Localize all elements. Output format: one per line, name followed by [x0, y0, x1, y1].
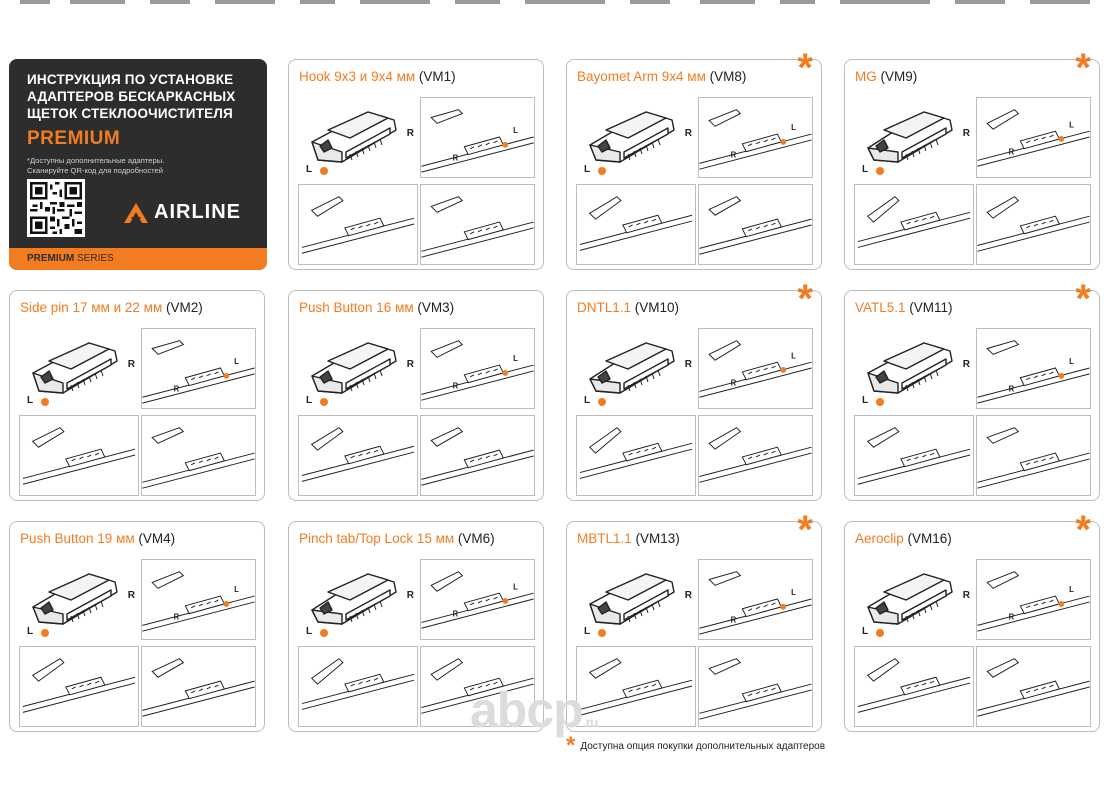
step-image-bottom-right	[420, 184, 535, 265]
orange-dot-icon	[598, 167, 606, 175]
installation-step-icon	[855, 647, 973, 726]
svg-text:L: L	[513, 354, 518, 364]
step-image-bottom-right	[141, 646, 256, 727]
adapter-name: Pinch tab/Top Lock 15 мм	[299, 531, 455, 546]
adapter-illustration	[576, 90, 696, 182]
adapter-code: (VM2)	[166, 300, 203, 315]
installation-step-icon	[699, 329, 812, 408]
step-image-top-right	[698, 559, 813, 640]
asterisk-icon: *	[797, 277, 813, 321]
step-image-top-right	[698, 328, 813, 409]
adapter-title	[855, 69, 917, 84]
installation-step-icon	[577, 416, 695, 495]
left-label: L	[27, 626, 34, 637]
svg-text:R: R	[730, 615, 737, 625]
installation-step-icon	[421, 98, 534, 177]
left-label: L	[584, 164, 591, 175]
left-label: L	[27, 395, 34, 406]
left-label: L	[862, 626, 869, 637]
adapter-illustration-icon	[576, 321, 696, 413]
orange-dot-icon	[320, 629, 328, 637]
adapter-name: MBTL1.1	[577, 531, 632, 546]
orange-dot-icon	[876, 398, 884, 406]
adapter-illustration-icon	[854, 321, 974, 413]
top-strip	[0, 0, 1113, 8]
adapter-illustration	[576, 552, 696, 644]
svg-text:R: R	[173, 384, 180, 394]
adapter-card	[288, 290, 544, 501]
step-image-bottom-right	[976, 184, 1091, 265]
adapter-title	[855, 300, 953, 315]
airline-logo-icon	[123, 202, 149, 224]
left-label: L	[306, 164, 313, 175]
installation-step-icon	[421, 416, 534, 495]
adapter-illustration-icon	[298, 90, 418, 182]
hero-panel	[9, 59, 267, 270]
installation-step-icon	[977, 185, 1090, 264]
left-label: L	[862, 164, 869, 175]
adapter-card	[566, 46, 822, 270]
orange-dot-icon	[320, 398, 328, 406]
step-image-top-right	[976, 328, 1091, 409]
step-image-bottom-left	[19, 646, 139, 727]
legend	[566, 732, 826, 759]
step-image-top-right	[420, 97, 535, 178]
step-image-bottom-right	[698, 646, 813, 727]
adapter-illustration-icon	[19, 321, 139, 413]
installation-step-icon	[20, 416, 138, 495]
adapter-title	[577, 300, 679, 315]
installation-step-icon	[142, 329, 255, 408]
adapter-illustration	[298, 90, 418, 182]
installation-step-icon	[977, 98, 1090, 177]
adapter-code: (VM9)	[880, 69, 918, 84]
hero-title-line: АДАПТЕРОВ БЕСКАРКАСНЫХ	[27, 89, 236, 104]
step-image-top-right	[141, 559, 256, 640]
adapter-illustration	[298, 552, 418, 644]
premium-label: PREMIUM	[27, 128, 121, 149]
adapter-illustration	[576, 321, 696, 413]
orange-dot-icon	[598, 398, 606, 406]
installation-step-icon	[421, 185, 534, 264]
adapter-title	[20, 531, 175, 546]
asterisk-icon: *	[1075, 46, 1091, 90]
svg-text:L: L	[1069, 585, 1074, 595]
adapter-card	[288, 59, 544, 270]
svg-text:R: R	[1008, 147, 1015, 157]
adapter-name: Push Button 19 мм	[20, 531, 135, 546]
orange-dot-icon	[598, 629, 606, 637]
step-image-bottom-right	[976, 646, 1091, 727]
left-label: L	[306, 395, 313, 406]
svg-text:L: L	[1069, 357, 1074, 367]
step-image-bottom-left	[298, 646, 418, 727]
installation-step-icon	[142, 647, 255, 726]
adapter-name: Side pin 17 мм и 22 мм	[20, 300, 163, 315]
installation-step-icon	[977, 329, 1090, 408]
installation-step-icon	[699, 185, 812, 264]
step-image-top-right	[420, 328, 535, 409]
step-image-bottom-right	[698, 415, 813, 496]
adapter-illustration-icon	[576, 90, 696, 182]
svg-text:R: R	[173, 612, 180, 622]
step-image-top-right	[976, 559, 1091, 640]
asterisk-icon: *	[1075, 508, 1091, 552]
svg-text:R: R	[452, 609, 459, 619]
installation-step-icon	[699, 98, 812, 177]
asterisk-icon: *	[797, 508, 813, 552]
adapter-card	[566, 277, 822, 501]
installation-step-icon	[299, 185, 417, 264]
hero-title	[27, 71, 263, 122]
adapter-illustration-icon	[854, 552, 974, 644]
adapter-code: (VM10)	[634, 300, 680, 315]
step-image-top-right	[698, 97, 813, 178]
svg-text:L: L	[513, 582, 518, 592]
step-image-bottom-left	[576, 184, 696, 265]
asterisk-icon: *	[1075, 277, 1091, 321]
adapter-code: (VM4)	[138, 531, 176, 546]
adapter-code: (VM3)	[417, 300, 455, 315]
left-label: L	[862, 395, 869, 406]
step-image-top-right	[420, 559, 535, 640]
orange-dot-icon	[41, 398, 49, 406]
hero-title-line: ЩЕТОК СТЕКЛООЧИСТИТЕЛЯ	[27, 106, 233, 121]
adapter-illustration	[854, 552, 974, 644]
asterisk-icon: *	[797, 46, 813, 90]
hero-note	[27, 156, 227, 175]
step-image-bottom-left	[576, 415, 696, 496]
adapter-name: DNTL1.1	[577, 300, 632, 315]
installation-step-icon	[699, 560, 812, 639]
installation-step-icon	[299, 647, 417, 726]
legend-text: Доступна опция покупки дополнительных адаптеров	[580, 740, 826, 752]
premium-series-bar	[9, 248, 267, 270]
svg-text:L: L	[791, 588, 796, 598]
installation-step-icon	[855, 185, 973, 264]
adapter-illustration	[19, 552, 139, 644]
right-label: R	[684, 590, 692, 601]
left-label: L	[584, 626, 591, 637]
svg-text:L: L	[513, 126, 518, 136]
svg-text:R: R	[1008, 384, 1015, 394]
svg-text:R: R	[730, 378, 737, 388]
watermark-main: abcp	[470, 682, 583, 738]
adapter-code: (VM6)	[457, 531, 495, 546]
step-image-bottom-right	[698, 184, 813, 265]
left-label: L	[584, 395, 591, 406]
adapter-title	[855, 531, 952, 546]
adapter-name: MG	[855, 69, 877, 84]
installation-step-icon	[855, 416, 973, 495]
step-image-top-right	[141, 328, 256, 409]
watermark	[470, 681, 598, 739]
adapter-title	[299, 300, 454, 315]
step-image-top-right	[976, 97, 1091, 178]
svg-text:R: R	[730, 150, 737, 160]
adapter-code: (VM8)	[709, 69, 747, 84]
adapter-illustration-icon	[854, 90, 974, 182]
installation-step-icon	[20, 647, 138, 726]
right-label: R	[962, 128, 970, 139]
adapter-card	[844, 277, 1100, 501]
right-label: R	[406, 359, 414, 370]
left-label: L	[306, 626, 313, 637]
svg-text:L: L	[234, 585, 239, 595]
adapter-code: (VM13)	[635, 531, 680, 546]
installation-step-icon	[977, 647, 1090, 726]
hero-title-line: ИНСТРУКЦИЯ ПО УСТАНОВКЕ	[27, 72, 234, 87]
installation-step-icon	[977, 560, 1090, 639]
adapter-name: VATL5.1	[855, 300, 906, 315]
right-label: R	[684, 359, 692, 370]
installation-step-icon	[421, 560, 534, 639]
installation-step-icon	[577, 185, 695, 264]
installation-step-icon	[142, 560, 255, 639]
step-image-bottom-right	[420, 415, 535, 496]
svg-text:L: L	[791, 123, 796, 133]
installation-step-icon	[699, 647, 812, 726]
step-image-bottom-left	[19, 415, 139, 496]
adapter-title	[20, 300, 203, 315]
right-label: R	[127, 359, 135, 370]
adapter-code: (VM1)	[418, 69, 456, 84]
installation-step-icon	[421, 329, 534, 408]
asterisk-icon: *	[566, 732, 576, 759]
adapter-illustration-icon	[576, 552, 696, 644]
adapter-title	[577, 531, 680, 546]
step-image-bottom-left	[298, 415, 418, 496]
adapter-card	[844, 508, 1100, 732]
adapter-title	[299, 531, 495, 546]
adapter-illustration	[854, 321, 974, 413]
right-label: R	[962, 590, 970, 601]
adapter-name: Aeroclip	[855, 531, 904, 546]
step-image-bottom-right	[976, 415, 1091, 496]
right-label: R	[962, 359, 970, 370]
orange-dot-icon	[320, 167, 328, 175]
adapter-title	[299, 69, 456, 84]
adapter-card	[9, 290, 265, 501]
installation-step-icon	[977, 416, 1090, 495]
hero-note-line: *Доступны дополнительные адаптеры.	[27, 156, 165, 165]
hero-note-line: Сканируйте QR-код для подробностей	[27, 165, 164, 175]
adapter-card	[566, 508, 822, 732]
installation-step-icon	[699, 416, 812, 495]
svg-text:L: L	[1069, 120, 1074, 130]
right-label: R	[406, 128, 414, 139]
step-image-bottom-left	[854, 646, 974, 727]
installation-step-icon	[299, 416, 417, 495]
adapter-card	[844, 46, 1100, 270]
adapter-code: (VM16)	[907, 531, 952, 546]
orange-dot-icon	[876, 167, 884, 175]
adapter-name: Bayomet Arm 9x4 мм	[577, 69, 706, 84]
adapter-illustration-icon	[298, 321, 418, 413]
svg-text:L: L	[234, 357, 239, 367]
orange-dot-icon	[876, 629, 884, 637]
adapter-illustration	[854, 90, 974, 182]
adapter-name: Push Button 16 мм	[299, 300, 414, 315]
svg-text:R: R	[452, 381, 459, 391]
series-label: SERIES	[77, 253, 114, 264]
svg-text:R: R	[452, 153, 459, 163]
watermark-suffix: .ru	[582, 714, 598, 730]
step-image-bottom-left	[298, 184, 418, 265]
step-image-bottom-left	[854, 415, 974, 496]
installation-step-icon	[142, 416, 255, 495]
adapter-code: (VM11)	[909, 300, 953, 315]
orange-dot-icon	[41, 629, 49, 637]
adapter-illustration-icon	[19, 552, 139, 644]
adapter-illustration-icon	[298, 552, 418, 644]
adapter-illustration	[298, 321, 418, 413]
adapter-illustration	[19, 321, 139, 413]
right-label: R	[684, 128, 692, 139]
svg-text:R: R	[1008, 612, 1015, 622]
right-label: R	[406, 590, 414, 601]
step-image-bottom-left	[854, 184, 974, 265]
adapter-name: Hook 9x3 и 9x4 мм	[299, 69, 416, 84]
airline-logo	[123, 201, 241, 224]
adapter-card	[9, 521, 265, 732]
step-image-bottom-right	[141, 415, 256, 496]
brand-name: AIRLINE	[154, 201, 241, 223]
svg-text:L: L	[791, 351, 796, 361]
adapter-title	[577, 69, 746, 84]
series-premium: PREMIUM	[27, 253, 75, 264]
qr-code[interactable]	[27, 179, 85, 237]
right-label: R	[127, 590, 135, 601]
